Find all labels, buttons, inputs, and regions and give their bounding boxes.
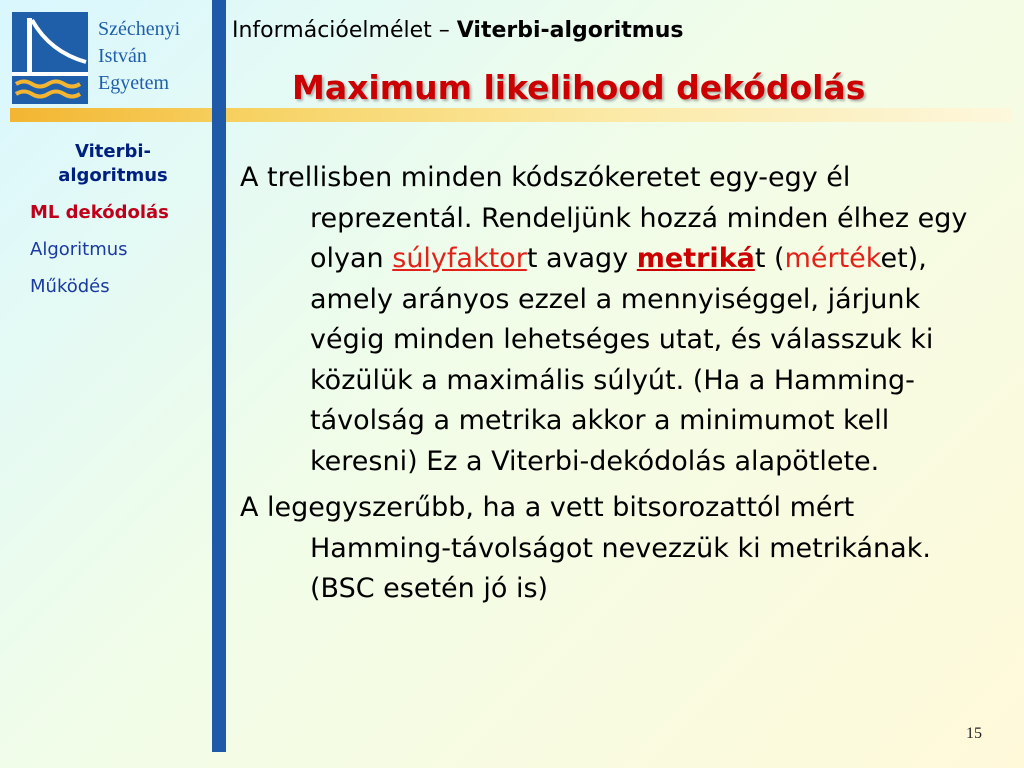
logo-line-3: Egyetem bbox=[98, 72, 170, 94]
logo-line-2: István bbox=[98, 45, 147, 67]
sulyfaktor-term: súlyfaktor bbox=[392, 243, 527, 274]
sidebar-divider bbox=[212, 0, 226, 752]
sidebar-item-ml-dekodolas[interactable]: ML dekódolás bbox=[30, 202, 169, 223]
university-logo bbox=[12, 12, 212, 104]
p1-text-1: A trellisben minden kódszókeretet egy-egy él reprezentál. Rendeljünk hozzá minden élhez egy olyan bbox=[240, 162, 968, 274]
paragraph-2: A legegyszerűbb, ha a vett bitsorozattól mért Hamming-távolságot nevezzük ki metrikának. (BSC esetén jó is) bbox=[240, 492, 931, 604]
university-name bbox=[98, 16, 180, 97]
p1-text-4: et), amely arányos ezzel a mennyiséggel, járjunk végig minden lehetséges utat, és válasszuk ki közülük a maximális súlyút. (Ha a Hamming-távolság a metrika akkor a minimumot kell keresni) Ez a Viterbi-dekódolás alapötlete. bbox=[310, 243, 934, 477]
p1-text-2: t avagy bbox=[526, 243, 637, 274]
topic-prefix: Információelmélet – bbox=[232, 18, 450, 43]
p1-text-3: t ( bbox=[754, 243, 785, 274]
header-divider bbox=[10, 108, 1012, 122]
sidebar-heading-line-1: Viterbi- bbox=[75, 141, 151, 162]
slide-body bbox=[240, 158, 1000, 610]
metrika-term: metriká bbox=[636, 243, 755, 274]
topic-name: Viterbi-algoritmus bbox=[456, 18, 684, 43]
sidebar-item-algoritmus[interactable]: Algoritmus bbox=[30, 239, 128, 260]
sidebar-heading-line-2: algoritmus bbox=[58, 165, 168, 186]
paragraph-1 bbox=[240, 158, 1000, 482]
logo-line-1: Széchenyi bbox=[98, 18, 181, 40]
bridge-logo-icon bbox=[12, 12, 88, 104]
sidebar-item-mukodes[interactable]: Működés bbox=[30, 276, 110, 297]
page-number: 15 bbox=[966, 725, 982, 742]
sidebar-nav bbox=[18, 140, 208, 312]
mertek-term: mérték bbox=[784, 243, 881, 274]
sidebar-heading bbox=[18, 140, 208, 188]
slide-title: Maximum likelihood dekódolás bbox=[292, 68, 866, 107]
course-topic bbox=[232, 18, 684, 43]
